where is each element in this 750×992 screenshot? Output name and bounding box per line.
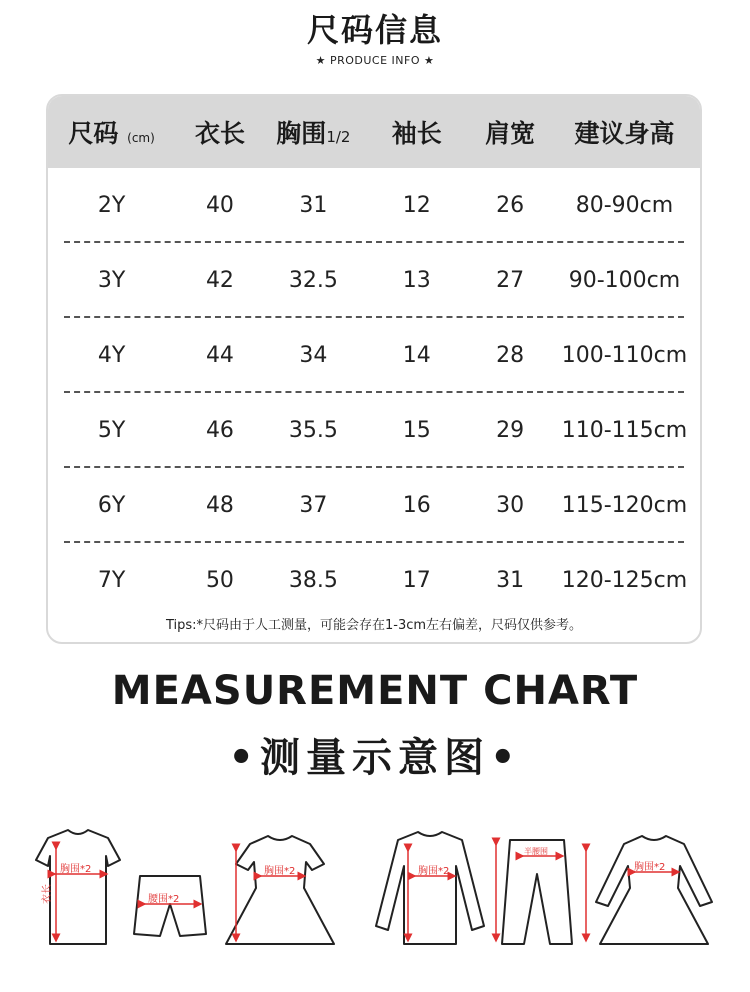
header [0,8,750,67]
header-shoulder: 肩宽 [485,119,536,148]
chest-label-4: 胸围*2 [634,862,666,873]
cell-height: 120-125cm [561,568,688,593]
page-title: 尺码信息 [306,11,443,49]
cell-chest: 38.5 [288,568,338,593]
cell-height: 115-120cm [561,493,688,518]
cell-shoulder: 28 [496,343,525,368]
cell-sleeve: 14 [402,343,431,368]
cell-height: 80-90cm [575,193,674,218]
cell-height: 100-110cm [561,343,688,368]
cell-chest: 34 [299,343,328,368]
long-sleeve-icon [376,832,484,944]
cell-shoulder: 30 [496,493,525,518]
cell-height: 90-100cm [568,268,681,293]
cell-size: 7Y [97,568,126,593]
half-waist-label: 半腰围 [524,847,548,856]
cell-sleeve: 13 [402,268,431,293]
table-body [48,168,700,618]
header-sleeve: 袖长 [391,119,442,148]
cell-shoulder: 27 [496,268,525,293]
cell-size: 6Y [97,493,126,518]
shorts-icon [134,876,206,936]
dress-icon [226,836,334,944]
cell-shoulder: 29 [496,418,525,443]
header-height: 建议身高 [574,119,675,148]
cell-sleeve: 12 [402,193,431,218]
cell-chest: 35.5 [288,418,338,443]
table-header [48,96,700,168]
cell-size: 5Y [97,418,126,443]
cell-length: 40 [205,193,234,218]
table-row [48,243,700,318]
cell-sleeve: 16 [402,493,431,518]
table-row [48,543,700,618]
header-size: 尺码 (cm) [68,119,155,148]
page-subtitle: ★ PRODUCE INFO ★ [315,54,435,67]
cell-shoulder: 26 [496,193,525,218]
measurement-title: MEASUREMENT CHART [111,668,639,714]
cell-size: 4Y [97,343,126,368]
cell-length: 46 [205,418,234,443]
cell-chest: 31 [299,193,328,218]
long-dress-icon [596,836,712,944]
cell-sleeve: 17 [402,568,431,593]
measurement-diagram [20,826,730,956]
table-row [48,168,700,243]
cell-length: 48 [205,493,234,518]
measurement-subtitle: •测量示意图• [228,735,522,781]
cell-chest: 32.5 [288,268,338,293]
cell-chest: 37 [299,493,328,518]
cell-height: 110-115cm [561,418,688,443]
cell-length: 50 [205,568,234,593]
header-chest: 胸围1/2 [276,119,351,148]
chest-label-2: 胸围*2 [264,866,296,877]
cell-shoulder: 31 [496,568,525,593]
table-row [48,318,700,393]
tips-text: Tips:*尺码由于人工测量，可能会存在1-3cm左右偏差，尺码仅供参考。 [165,618,583,633]
table-row [48,393,700,468]
cell-length: 42 [205,268,234,293]
cell-size: 2Y [97,193,126,218]
table-row [48,468,700,543]
size-table [46,94,702,644]
header-length: 衣长 [194,119,245,148]
cell-size: 3Y [97,268,126,293]
cell-sleeve: 15 [402,418,431,443]
waist-label: 腰围*2 [148,894,180,905]
length-label-1: 衣长 [42,884,53,904]
cell-length: 44 [205,343,234,368]
chest-label-3: 胸围*2 [418,866,450,877]
chest-label-1: 胸围*2 [60,864,92,875]
